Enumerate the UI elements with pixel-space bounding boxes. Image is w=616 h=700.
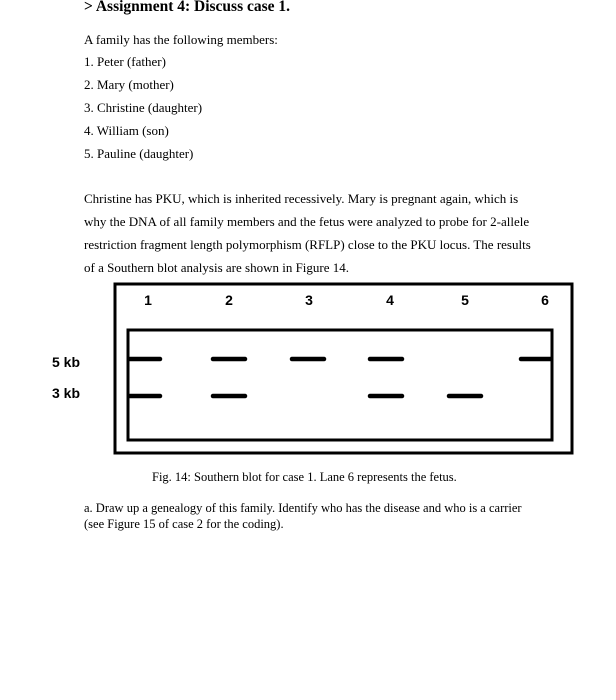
blot-gel-frame xyxy=(128,330,552,440)
lane-label: 3 xyxy=(305,292,313,308)
question-a: a. Draw up a genealogy of this family. Identify who has the disease and who is a carrier (see Figure 15 of case 2 for the coding). xyxy=(84,501,522,531)
figure-caption: Fig. 14: Southern blot for case 1. Lane 6 represents the fetus. xyxy=(152,470,457,484)
paragraph-line: restriction fragment length polymorphism (RFLP) close to the PKU locus. The results xyxy=(84,237,531,252)
intro-text: A family has the following members: xyxy=(84,32,278,47)
lane-label: 6 xyxy=(541,292,549,308)
member-item: 3. Christine (daughter) xyxy=(84,100,203,115)
lane-label: 1 xyxy=(144,292,152,308)
lane-label: 2 xyxy=(225,292,233,308)
blot-outer-frame xyxy=(115,284,572,453)
paragraph-line: of a Southern blot analysis are shown in Figure 14. xyxy=(84,260,350,275)
assignment-heading: > Assignment 4: Discuss case 1. xyxy=(84,0,291,15)
lane-label: 4 xyxy=(386,292,394,308)
paragraph-line: Christine has PKU, which is inherited recessively. Mary is pregnant again, which is xyxy=(84,191,519,206)
member-item: 2. Mary (mother) xyxy=(84,77,174,92)
size-label: 5 kb xyxy=(52,354,81,370)
member-item: 5. Pauline (daughter) xyxy=(84,146,194,161)
member-item: 4. William (son) xyxy=(84,123,169,138)
size-label: 3 kb xyxy=(52,385,81,401)
member-item: 1. Peter (father) xyxy=(84,54,166,69)
paragraph-line: why the DNA of all family members and the fetus were analyzed to probe for 2-allele xyxy=(84,214,530,229)
lane-label: 5 xyxy=(461,292,469,308)
